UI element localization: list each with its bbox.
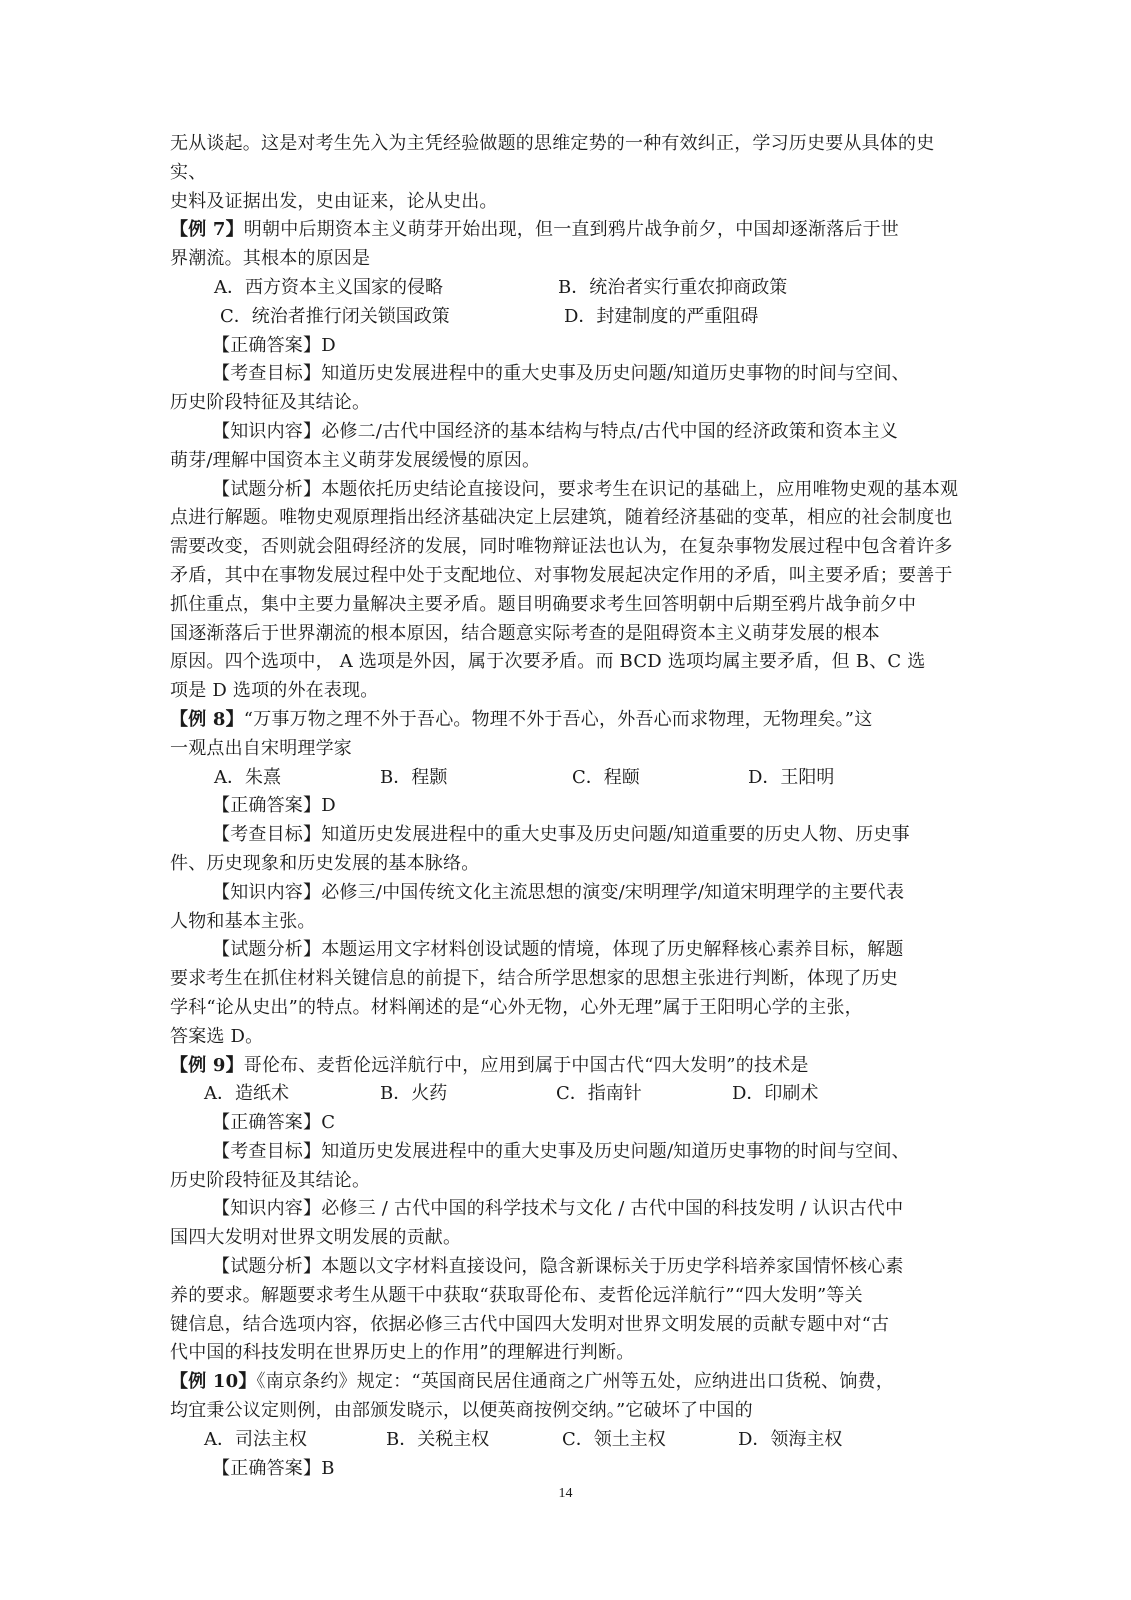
analysis-line: 代中国的科技发明在世界历史上的作用”的理解进行判断。 — [170, 1342, 635, 1364]
analysis-line: 要求考生在抓住材料关键信息的前提下，结合所学思想家的思想主张进行判断，体现了历史 — [170, 968, 898, 990]
example-9 — [170, 1052, 960, 1369]
analysis: 【试题分析】本题以文字材料直接设问，隐含新课标关于历史学科培养家国情怀核心素 — [212, 1256, 904, 1278]
analysis-line: 国逐渐落后于世界潮流的根本原因，结合题意实际考查的是阻碍资本主义萌芽发展的根本 — [170, 622, 880, 644]
option-b: B．火药 — [380, 1083, 448, 1105]
correct-answer: 【正确答案】B — [212, 1457, 335, 1479]
options-row — [170, 303, 960, 332]
continuation-line: 无从谈起。这是对考生先入为主凭经验做题的思维定势的一种有效纠正，学习历史要从具体的史实、 — [170, 133, 935, 183]
analysis-line: 点进行解题。唯物史观原理指出经济基础决定上层建筑，随着经济基础的变革，相应的社会制度也 — [170, 507, 953, 529]
example-10 — [170, 1368, 960, 1483]
options-row — [170, 274, 960, 303]
option-b: B．程颢 — [380, 766, 448, 788]
question-stem: 【例 7】明朝中后期资本主义萌芽开始出现，但一直到鸦片战争前夕，中国却逐渐落后于世 — [170, 219, 899, 241]
option-c: C．领土主权 — [562, 1428, 666, 1450]
page-content — [170, 130, 960, 1483]
option-d: D．领海主权 — [738, 1428, 843, 1450]
option-c: C．指南针 — [556, 1083, 642, 1105]
analysis-line: 养的要求。解题要求考生从题干中获取“获取哥伦布、麦哲伦远洋航行”“四大发明”等关 — [170, 1284, 863, 1306]
option-d: D．印刷术 — [732, 1083, 819, 1105]
question-stem-line: 界潮流。其根本的原因是 — [170, 248, 371, 270]
exam-target-line: 件、历史现象和历史发展的基本脉络。 — [170, 852, 480, 874]
option-a: A．西方资本主义国家的侵略 — [214, 276, 443, 298]
knowledge-content: 【知识内容】必修三 / 古代中国的科学技术与文化 / 古代中国的科技发明 / 认识古代中 — [212, 1198, 904, 1220]
option-c: C．程颐 — [572, 766, 640, 788]
analysis: 【试题分析】本题依托历史结论直接设问，要求考生在识记的基础上，应用唯物史观的基本观 — [212, 478, 959, 500]
analysis-line: 需要改变，否则就会阻碍经济的发展，同时唯物辩证法也认为，在复杂事物发展过程中包含着许多 — [170, 536, 953, 558]
option-a: A．造纸术 — [204, 1083, 289, 1105]
correct-answer: 【正确答案】D — [212, 334, 336, 356]
example-label: 【例 7】 — [170, 219, 244, 241]
analysis-line: 学科“论从史出”的特点。材料阐述的是“心外无物，心外无理”属于王阳明心学的主张， — [170, 996, 863, 1018]
option-d: D．王阳明 — [748, 766, 835, 788]
example-8 — [170, 706, 960, 1052]
example-label: 【例 10】 — [170, 1371, 257, 1393]
exam-target: 【考查目标】知道历史发展进程中的重大史事及历史问题/知道重要的历史人物、历史事 — [212, 824, 910, 846]
options-row — [170, 1426, 960, 1455]
page-number: 14 — [558, 1486, 573, 1501]
option-b: B．关税主权 — [386, 1428, 490, 1450]
knowledge-content-line: 国四大发明对世界文明发展的贡献。 — [170, 1227, 462, 1249]
knowledge-content: 【知识内容】必修二/古代中国经济的基本结构与特点/古代中国的经济政策和资本主义 — [212, 420, 898, 442]
analysis-line: 抓住重点，集中主要力量解决主要矛盾。题目明确要求考生回答明朝中后期至鸦片战争前夕中 — [170, 593, 917, 615]
knowledge-content: 【知识内容】必修三/中国传统文化主流思想的演变/宋明理学/知道宋明理学的主要代表 — [212, 881, 905, 903]
analysis-line: 原因。四个选项中， A 选项是外因，属于次要矛盾。而 BCD 选项均属主要矛盾，但 B、C 选 — [170, 651, 926, 673]
analysis-line: 键信息，结合选项内容，依据必修三古代中国四大发明对世界文明发展的贡献专题中对“古 — [170, 1313, 890, 1335]
example-label: 【例 8】 — [170, 708, 244, 730]
analysis: 【试题分析】本题运用文字材料创设试题的情境，体现了历史解释核心素养目标，解题 — [212, 939, 904, 961]
example-label: 【例 9】 — [170, 1054, 244, 1076]
option-c: C．统治者推行闭关锁国政策 — [220, 305, 450, 327]
knowledge-content-line: 人物和基本主张。 — [170, 910, 316, 932]
knowledge-content-line: 萌芽/理解中国资本主义萌芽发展缓慢的原因。 — [170, 449, 541, 471]
question-stem-line: 一观点出自宋明理学家 — [170, 737, 352, 759]
continuation-line: 史料及证据出发，史由证来，论从史出。 — [170, 190, 498, 212]
options-row — [170, 1080, 960, 1109]
question-stem: 【例 9】哥伦布、麦哲伦远洋航行中，应用到属于中国古代“四大发明”的技术是 — [170, 1054, 809, 1076]
analysis-line: 项是 D 选项的外在表现。 — [170, 680, 379, 702]
exam-target-line: 历史阶段特征及其结论。 — [170, 1169, 371, 1191]
question-stem: 【例 8】“万事万物之理不外于吾心。物理不外于吾心，外吾心而求物理，无物理矣。”这 — [170, 708, 873, 730]
correct-answer: 【正确答案】C — [212, 1112, 336, 1134]
option-d: D．封建制度的严重阻碍 — [564, 305, 759, 327]
exam-target-line: 历史阶段特征及其结论。 — [170, 392, 371, 414]
analysis-line: 答案选 D。 — [170, 1025, 264, 1047]
exam-target: 【考查目标】知道历史发展进程中的重大史事及历史问题/知道历史事物的时间与空间、 — [212, 1140, 910, 1162]
option-a: A．司法主权 — [204, 1428, 307, 1450]
question-stem-line: 均宜秉公议定则例，由部颁发晓示，以便英商按例交纳。”它破坏了中国的 — [170, 1400, 753, 1422]
exam-target: 【考查目标】知道历史发展进程中的重大史事及历史问题/知道历史事物的时间与空间、 — [212, 363, 910, 385]
option-b: B．统治者实行重农抑商政策 — [558, 276, 788, 298]
options-row — [170, 764, 960, 793]
example-7 — [170, 216, 960, 706]
option-a: A．朱熹 — [214, 766, 281, 788]
question-stem: 【例 10】《南京条约》规定：“英国商民居住通商之广州等五处，应纳进出口货税、饷费， — [170, 1371, 894, 1393]
analysis-line: 矛盾，其中在事物发展过程中处于支配地位、对事物发展起决定作用的矛盾，叫主要矛盾；要善于 — [170, 564, 953, 586]
correct-answer: 【正确答案】D — [212, 795, 336, 817]
